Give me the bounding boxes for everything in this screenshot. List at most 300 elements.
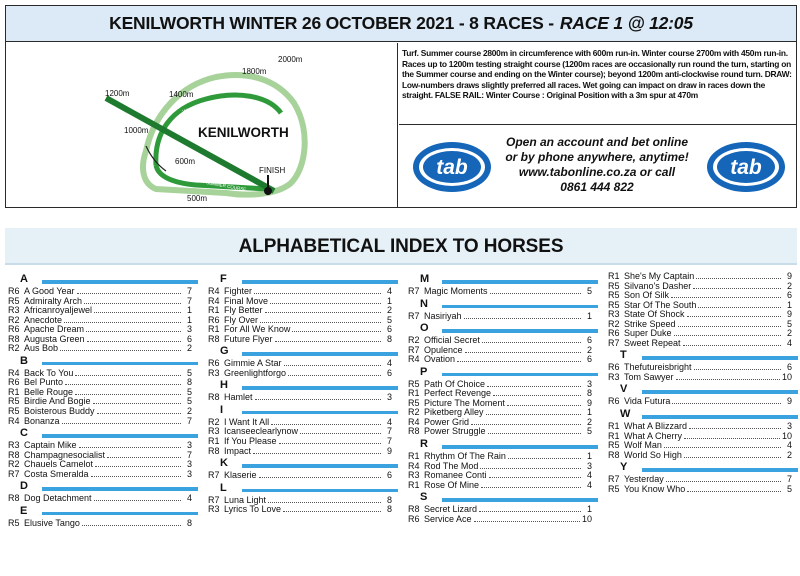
horse-entry	[8, 417, 192, 427]
race-number: R2	[8, 343, 20, 354]
saddle-number: 5	[186, 367, 192, 378]
dot-leader	[79, 442, 181, 448]
race-number: R1	[608, 271, 620, 281]
horse-entry	[208, 393, 392, 403]
letter-label: H	[220, 379, 228, 392]
letter-header	[8, 479, 192, 494]
letter-divider	[642, 468, 798, 472]
race-number: R5	[408, 378, 420, 389]
letter-header	[208, 456, 392, 471]
race-number: R4	[408, 460, 420, 471]
saddle-number: 3	[786, 421, 792, 432]
dot-leader	[664, 442, 781, 448]
horse-name: Magic Moments	[424, 286, 488, 296]
dot-leader	[678, 321, 781, 327]
saddle-number: 5	[386, 314, 392, 325]
saddle-number: 2	[786, 280, 792, 291]
horse-name: Chauels Camelot	[24, 459, 94, 470]
dot-leader	[508, 453, 581, 459]
dot-leader	[488, 428, 581, 434]
index-column-1	[8, 272, 192, 528]
saddle-number: 10	[781, 430, 792, 441]
dot-leader	[260, 317, 381, 323]
letter-label: W	[620, 408, 631, 421]
horse-entry	[608, 373, 792, 383]
dot-leader	[672, 398, 781, 404]
saddle-number: 7	[786, 474, 792, 485]
horse-name: Rose Of Mine	[424, 479, 480, 490]
dot-leader	[482, 337, 581, 343]
index-title: ALPHABETICAL INDEX TO HORSES	[5, 228, 797, 265]
saddle-number: 1	[786, 299, 792, 310]
dot-leader	[107, 452, 181, 458]
horse-entry	[408, 515, 592, 525]
race-number: R3	[208, 367, 220, 378]
race-number: R2	[408, 407, 420, 418]
race-number: R5	[8, 396, 20, 407]
saddle-number: 5	[786, 483, 792, 494]
saddle-number: 8	[186, 517, 192, 528]
horse-name: Yesterday	[624, 474, 664, 485]
dot-leader	[481, 482, 581, 488]
horse-name: State Of Shock	[624, 309, 685, 320]
horse-entry	[408, 287, 592, 297]
saddle-number: 9	[786, 396, 792, 407]
dot-leader	[674, 330, 781, 336]
horse-entry	[8, 519, 192, 529]
letter-header	[608, 348, 792, 363]
horse-name: Fly Over	[224, 314, 259, 325]
race-number: R7	[8, 468, 20, 479]
letter-divider	[42, 280, 198, 284]
dot-leader	[75, 370, 181, 376]
track-map	[6, 43, 398, 208]
letter-divider	[42, 362, 198, 366]
letter-label: K	[220, 457, 228, 470]
winter-course-label: WINTER COURSE	[181, 98, 221, 114]
meeting-title: KENILWORTH WINTER 26 OCTOBER 2021 - 8 RACES -	[109, 13, 554, 33]
race-number: R8	[208, 333, 220, 344]
dot-leader	[487, 381, 581, 387]
horse-name: Captain Mike	[24, 440, 77, 451]
letter-divider	[42, 487, 198, 491]
saddle-number: 4	[386, 358, 392, 369]
race-number: R6	[8, 377, 20, 388]
dot-leader	[94, 495, 181, 501]
letter-divider	[242, 352, 398, 356]
promo-line-2: or by phone anywhere, anytime!	[505, 150, 689, 164]
race-number: R8	[208, 445, 220, 456]
horse-name: Costa Smeralda	[24, 468, 89, 479]
saddle-number: 4	[786, 337, 792, 348]
distance-500m: 500m	[187, 194, 208, 203]
race-header	[5, 5, 797, 208]
saddle-number: 7	[186, 415, 192, 426]
letter-header	[608, 382, 792, 397]
dot-leader	[283, 506, 381, 512]
saddle-number: 4	[586, 470, 592, 481]
race-number: R5	[8, 517, 20, 528]
dot-leader	[489, 472, 581, 478]
race-number: R1	[408, 479, 420, 490]
saddle-number: 3	[186, 468, 192, 479]
saddle-number: 1	[586, 310, 592, 321]
saddle-number: 1	[586, 504, 592, 515]
race-number: R1	[408, 388, 420, 399]
saddle-number: 1	[186, 314, 192, 325]
horse-entry	[608, 397, 792, 407]
horse-name: Super Duke	[624, 328, 672, 339]
dot-leader	[683, 340, 781, 346]
letter-divider	[442, 329, 598, 333]
dot-leader	[300, 428, 381, 434]
saddle-number: 2	[786, 449, 792, 460]
horse-entry	[408, 312, 592, 322]
race-number: R1	[8, 386, 20, 397]
dot-leader	[288, 370, 381, 376]
letter-label: R	[420, 438, 428, 451]
dot-leader	[457, 356, 581, 362]
saddle-number: 3	[186, 440, 192, 451]
horse-name: Tom Sawyer	[624, 371, 674, 382]
letter-divider	[442, 498, 598, 502]
race-number: R6	[608, 362, 620, 373]
horse-name: Star Of The South	[624, 299, 697, 310]
horse-name: Apache Dream	[24, 324, 85, 335]
race-number: R3	[608, 309, 620, 320]
dot-leader	[275, 336, 381, 342]
saddle-number: 9	[786, 309, 792, 320]
race-number: R3	[208, 426, 220, 437]
horse-name: Gimmie A Star	[224, 358, 282, 369]
letter-header	[208, 378, 392, 393]
distance-1400m: 1400m	[169, 90, 194, 99]
race-number: R7	[208, 470, 220, 481]
saddle-number: 4	[186, 493, 192, 504]
horse-entry	[408, 355, 592, 365]
saddle-number: 6	[386, 324, 392, 335]
horse-name: A Good Year	[24, 286, 75, 296]
letter-divider	[642, 415, 798, 419]
tab-promo	[399, 124, 796, 208]
letter-header	[608, 407, 792, 422]
track-notes: Turf. Summer course 2800m in circumference with 600m run-in. Winter course 2700m with 450m run-in. Races up to 1200m testing straight course (1200m races are occasionally run round the turn, starting on the Summer course and ending on the Winter course); beyond 1200m anti-clockwise round turn. DRAW: Low-numbers draws slightly preferred all races. Wet going can impact on draw in races down the straight. FALSE RAIL: Winter Course : Original Position with a 3m spur at 470m	[402, 48, 792, 100]
letter-label: L	[220, 481, 227, 494]
letter-divider	[242, 464, 398, 468]
dot-leader	[666, 476, 781, 482]
letter-header	[408, 365, 592, 380]
dot-leader	[471, 419, 581, 425]
dot-leader	[77, 288, 181, 294]
horse-name: Augusta Green	[24, 333, 85, 344]
horse-name: Africanroyaljewel	[24, 305, 93, 316]
letter-header	[208, 403, 392, 418]
dot-leader	[94, 307, 181, 313]
dot-leader	[268, 497, 381, 503]
saddle-number: 6	[586, 354, 592, 365]
saddle-number: 6	[386, 470, 392, 481]
letter-label: C	[20, 427, 28, 440]
dot-leader	[255, 394, 381, 400]
index-column-4	[608, 272, 792, 494]
letter-divider	[442, 280, 598, 284]
dot-leader	[684, 433, 780, 439]
race-number: R5	[8, 406, 20, 417]
race-number: R8	[208, 392, 220, 403]
horse-name: What A Blizzard	[624, 421, 688, 432]
saddle-number: 2	[186, 406, 192, 417]
race-time: RACE 1 @ 12:05	[559, 13, 693, 33]
dot-leader	[694, 364, 781, 370]
horse-name: Son Of Silk	[624, 290, 670, 301]
horse-entry	[608, 451, 792, 461]
horse-name: Thefutureisbright	[624, 362, 692, 373]
race-number: R2	[8, 459, 20, 470]
saddle-number: 5	[186, 386, 192, 397]
race-number: R7	[408, 310, 420, 321]
race-number: R4	[208, 295, 220, 306]
horse-name: Rhythm Of The Rain	[424, 451, 506, 462]
letter-label: I	[220, 403, 224, 416]
saddle-number: 7	[186, 286, 192, 296]
dot-leader	[671, 292, 781, 298]
horse-name: Bonanza	[24, 415, 60, 426]
letter-header	[608, 460, 792, 475]
dot-leader	[490, 288, 581, 294]
saddle-number: 8	[186, 377, 192, 388]
dot-leader	[93, 398, 181, 404]
race-number: R4	[208, 286, 220, 296]
saddle-number: 7	[386, 436, 392, 447]
letter-header	[408, 321, 592, 336]
distance-2000m: 2000m	[278, 55, 303, 64]
dot-leader	[693, 283, 781, 289]
svg-text:tab: tab	[730, 156, 762, 179]
horse-name: Power Struggle	[424, 426, 486, 437]
letter-label: M	[420, 273, 430, 285]
horse-entry	[208, 335, 392, 345]
race-number: R5	[608, 280, 620, 291]
page-title	[6, 6, 796, 42]
dot-leader	[75, 389, 181, 395]
saddle-number: 8	[386, 333, 392, 344]
horse-name: Silvano's Dasher	[624, 280, 692, 291]
track-diagram	[6, 43, 398, 208]
horse-name: Elusive Tango	[24, 517, 80, 528]
race-number: R1	[208, 436, 220, 447]
horse-entry	[608, 339, 792, 349]
horse-name: What A Cherry	[624, 430, 683, 441]
race-number: R6	[208, 314, 220, 325]
saddle-number: 4	[586, 479, 592, 490]
letter-header	[208, 344, 392, 359]
saddle-number: 1	[186, 305, 192, 316]
dot-leader	[270, 298, 381, 304]
letter-divider	[442, 445, 598, 449]
saddle-number: 6	[186, 333, 192, 344]
saddle-number: 1	[586, 451, 592, 462]
race-number: R7	[408, 286, 420, 296]
tab-logo-right[interactable]	[706, 141, 786, 193]
letter-label: S	[420, 491, 428, 504]
race-number: R7	[408, 344, 420, 355]
letter-header	[408, 272, 592, 287]
dot-leader	[271, 419, 381, 425]
race-number: R8	[408, 504, 420, 515]
horse-name: Luna Light	[224, 494, 267, 505]
horse-name: Wolf Man	[624, 440, 662, 451]
dot-leader	[86, 326, 181, 332]
dot-leader	[82, 520, 181, 526]
horse-name: Belle Rouge	[24, 386, 74, 397]
saddle-number: 9	[386, 445, 392, 456]
horse-name: Secret Lizard	[424, 504, 478, 515]
horse-name: I Want It All	[224, 416, 270, 427]
race-number: R1	[608, 430, 620, 441]
promo-url[interactable]: www.tabonline.co.za or call	[518, 165, 676, 179]
saddle-number: 10	[581, 513, 592, 524]
race-number: R1	[408, 451, 420, 462]
letter-divider	[242, 411, 398, 415]
race-number: R5	[608, 299, 620, 310]
saddle-number: 6	[586, 335, 592, 346]
race-number: R4	[408, 354, 420, 365]
horse-name: Perfect Revenge	[424, 388, 492, 399]
dot-leader	[84, 298, 181, 304]
race-number: R8	[8, 333, 20, 344]
dot-leader	[696, 273, 781, 279]
saddle-number: 5	[586, 426, 592, 437]
letter-header	[8, 426, 192, 441]
race-number: R7	[208, 494, 220, 505]
race-number: R7	[608, 474, 620, 485]
distance-1800m: 1800m	[242, 67, 267, 76]
tab-logo-left[interactable]	[412, 141, 492, 193]
horse-name: Piketberg Alley	[424, 407, 484, 418]
race-number: R2	[408, 335, 420, 346]
horse-name: Back To You	[24, 367, 74, 378]
horse-name: Vida Futura	[624, 396, 671, 407]
letter-label: E	[20, 504, 28, 517]
saddle-number: 3	[586, 460, 592, 471]
letter-label: F	[220, 273, 227, 285]
race-number: R1	[208, 305, 220, 316]
race-number: R7	[608, 337, 620, 348]
index-column-2	[208, 272, 392, 515]
horse-name: Path Of Choice	[424, 378, 486, 389]
letter-divider	[42, 434, 198, 438]
finish-marker	[264, 187, 272, 195]
horse-name: Official Secret	[424, 335, 480, 346]
saddle-number: 5	[186, 396, 192, 407]
horse-name: World So High	[624, 449, 682, 460]
dot-leader	[279, 438, 381, 444]
race-number: R5	[608, 483, 620, 494]
dot-leader	[474, 516, 580, 522]
saddle-number: 6	[786, 362, 792, 373]
horse-entry	[208, 471, 392, 481]
dot-leader	[486, 409, 581, 415]
summer-course-label: SUMMER COURSE	[205, 180, 247, 193]
letter-label: P	[420, 365, 428, 378]
letter-label: T	[620, 349, 627, 362]
svg-text:tab: tab	[436, 156, 468, 179]
horse-name: Sweet Repeat	[624, 337, 681, 348]
distance-600m: 600m	[175, 157, 196, 166]
track-name: KENILWORTH	[198, 125, 289, 140]
horse-name: Fly Better	[224, 305, 263, 316]
letter-label: Y	[620, 461, 628, 474]
dot-leader	[464, 313, 581, 319]
saddle-number: 2	[786, 328, 792, 339]
dot-leader	[292, 326, 381, 332]
dot-leader	[95, 461, 181, 467]
horse-name: Dog Detachment	[24, 493, 92, 504]
saddle-number: 8	[586, 388, 592, 399]
dot-leader	[253, 448, 381, 454]
horse-entry	[8, 494, 192, 504]
saddle-number: 3	[586, 378, 592, 389]
horse-entry	[208, 369, 392, 379]
saddle-number: 6	[386, 367, 392, 378]
race-number: R2	[608, 318, 620, 329]
letter-label: B	[20, 354, 28, 367]
saddle-number: 5	[586, 286, 592, 296]
horse-name: Power Grid	[424, 416, 470, 427]
dot-leader	[259, 472, 381, 478]
letter-divider	[242, 489, 398, 493]
saddle-number: 7	[186, 449, 192, 460]
horse-name: Rod The Mod	[424, 460, 479, 471]
race-number: R1	[608, 421, 620, 432]
letter-divider	[42, 512, 198, 516]
race-number: R3	[608, 371, 620, 382]
saddle-number: 8	[386, 504, 392, 515]
race-number: R5	[8, 295, 20, 306]
letter-label: N	[420, 297, 428, 310]
saddle-number: 9	[586, 397, 592, 408]
dot-leader	[60, 345, 181, 351]
dot-leader	[480, 463, 581, 469]
horse-name: Boisterous Buddy	[24, 406, 95, 417]
letter-divider	[442, 373, 598, 377]
letter-label: V	[620, 383, 628, 396]
race-number: R5	[608, 440, 620, 451]
horse-name: Klaserie	[224, 470, 257, 481]
saddle-number: 2	[586, 416, 592, 427]
race-number: R6	[8, 324, 20, 335]
finish-label: FINISH	[259, 166, 286, 175]
letter-divider	[442, 305, 598, 309]
horse-name: Impact	[224, 445, 252, 456]
saddle-number: 2	[586, 344, 592, 355]
letter-label: A	[20, 273, 28, 285]
dot-leader	[676, 374, 780, 380]
horse-name: Icanseeclearlynow	[224, 426, 299, 437]
letter-header	[208, 481, 392, 496]
race-number: R6	[608, 396, 620, 407]
horse-entry	[8, 344, 192, 354]
saddle-number: 1	[586, 407, 592, 418]
horse-name: Birdie And Bogie	[24, 396, 91, 407]
dot-leader	[465, 347, 581, 353]
dot-leader	[698, 302, 781, 308]
horse-entry	[8, 470, 192, 480]
race-number: R1	[208, 324, 220, 335]
letter-header	[8, 354, 192, 369]
promo-phone: 0861 444 822	[560, 180, 634, 194]
saddle-number: 4	[386, 286, 392, 296]
